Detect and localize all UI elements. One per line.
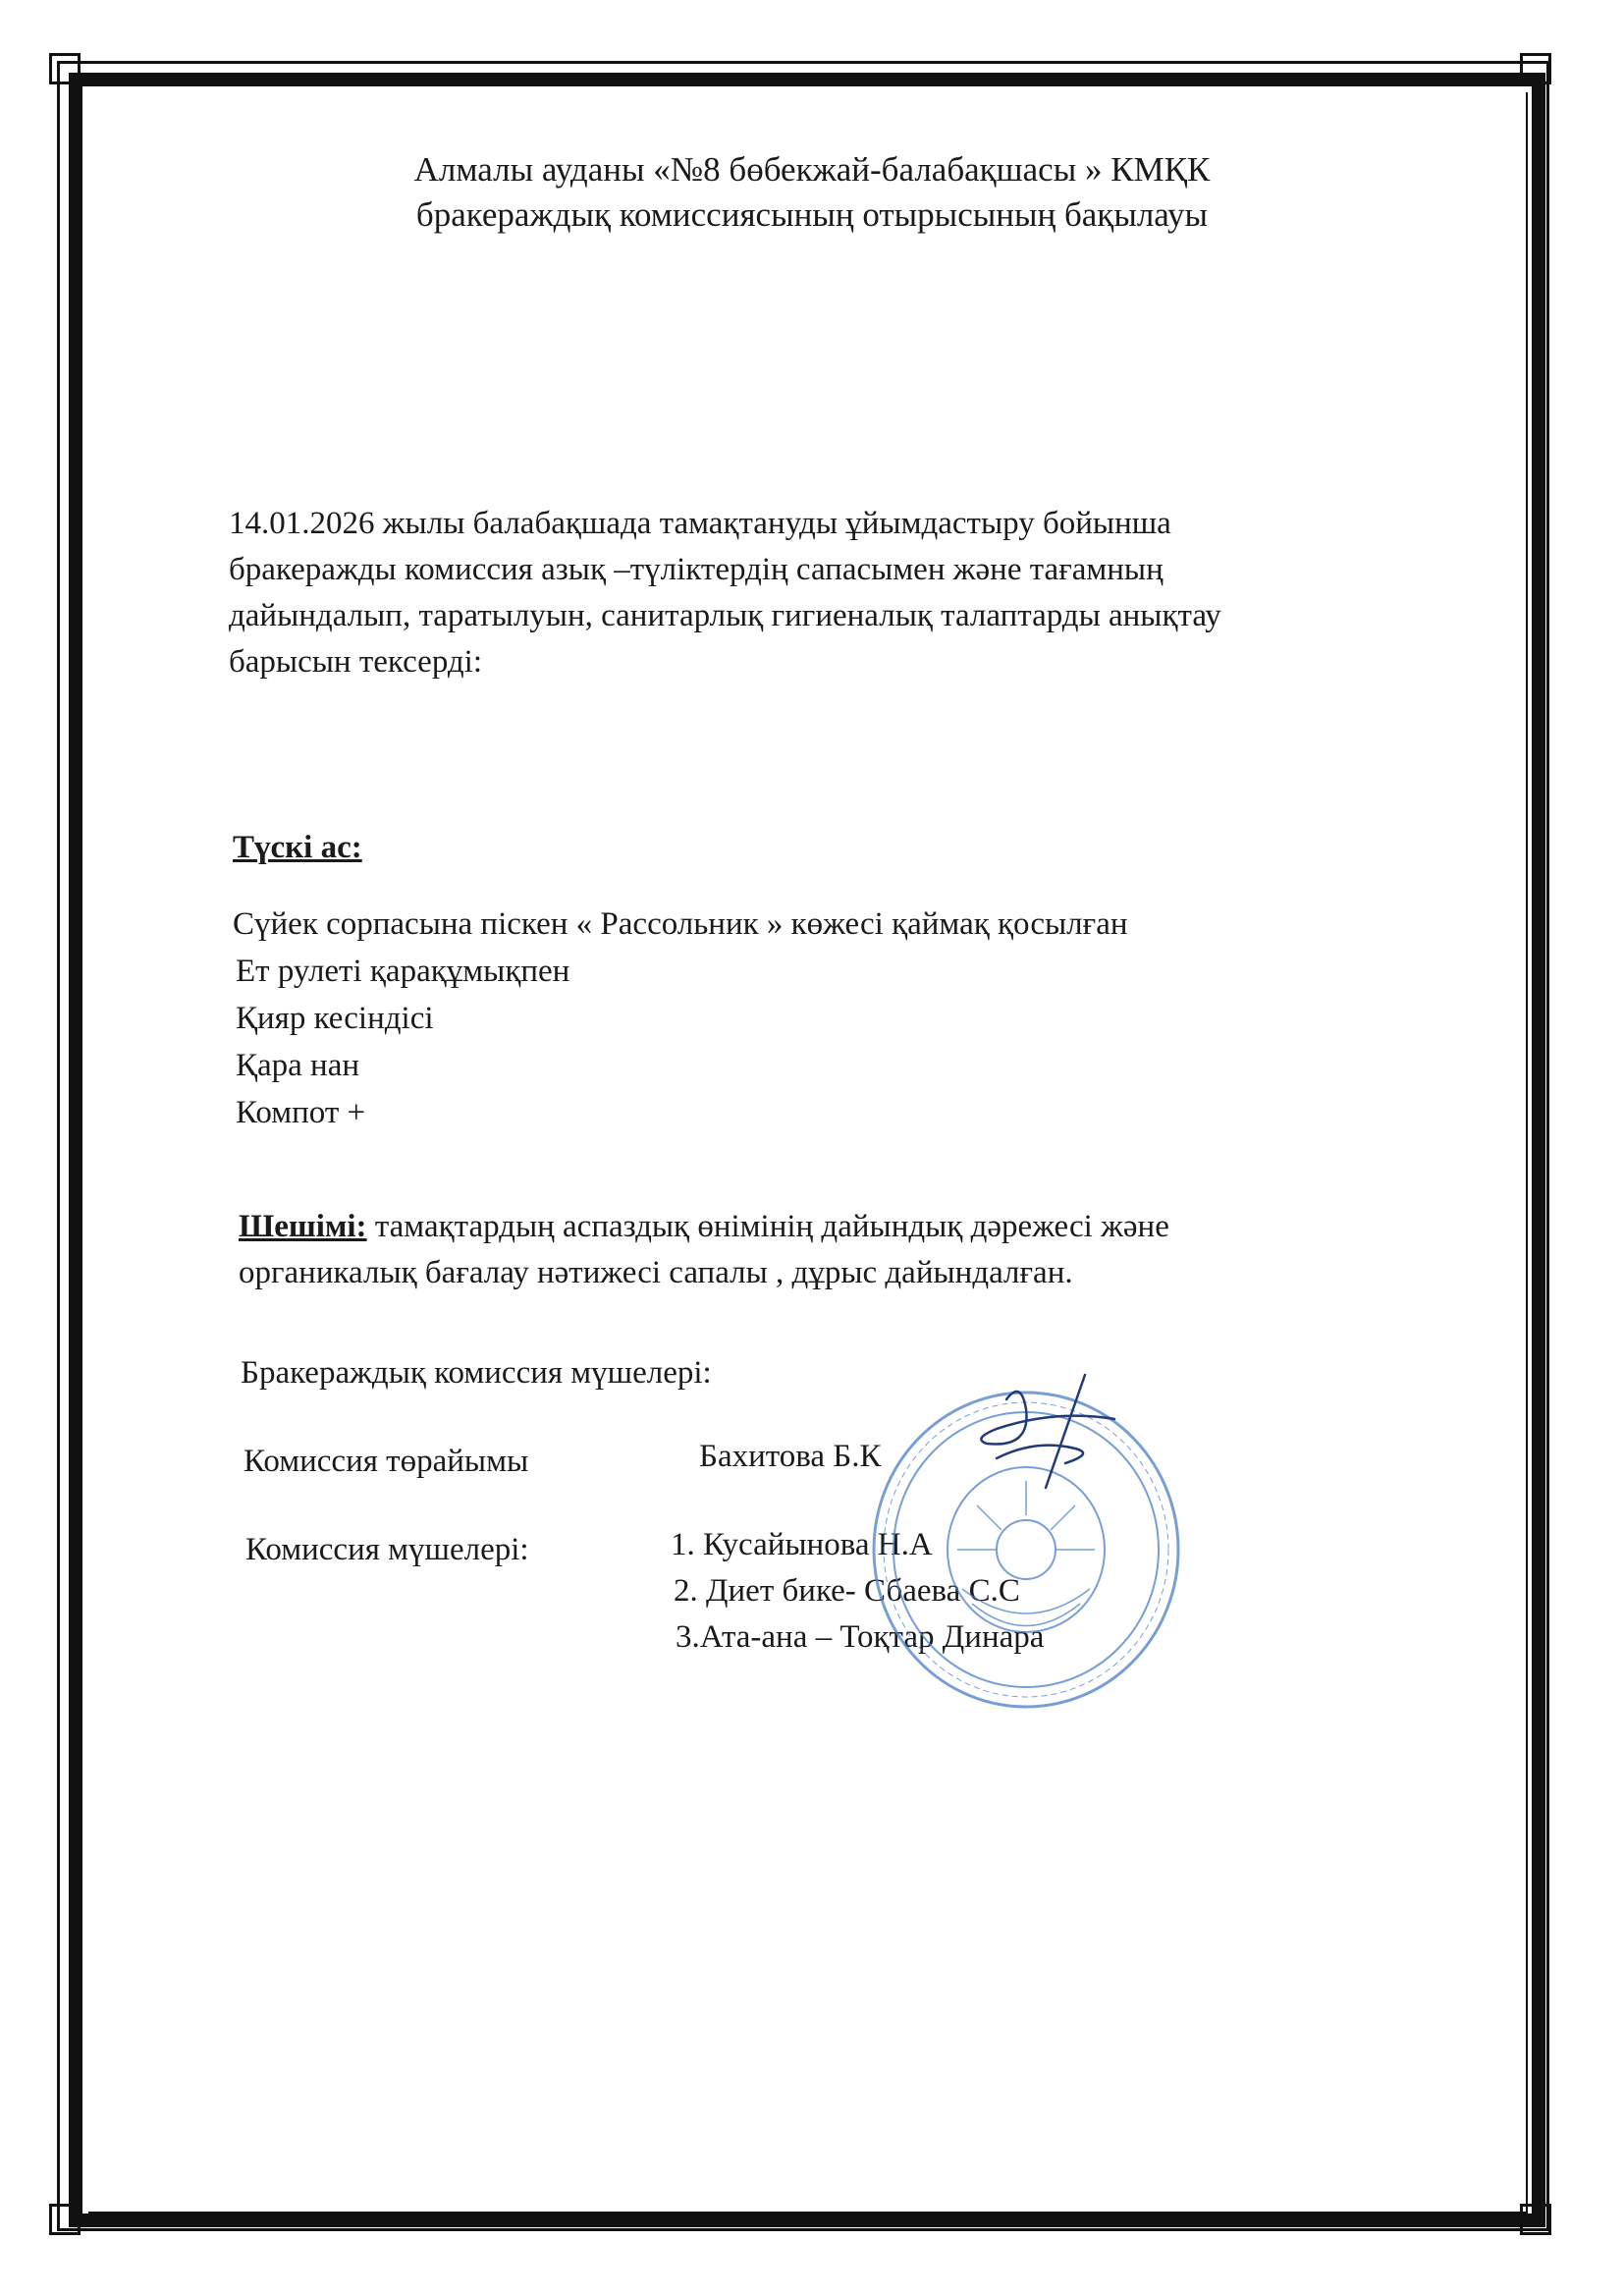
frame-corner [1520, 2204, 1551, 2235]
commission-heading: Бракераждық комиссия мүшелері: [241, 1355, 712, 1391]
frame-corner [1520, 53, 1551, 84]
menu-item: Компот + [236, 1095, 366, 1130]
menu-item: Қара нан [236, 1048, 360, 1083]
page-frame-shadow [88, 92, 1528, 2214]
decision-label: Шешімі: [239, 1209, 367, 1244]
intro-line: 14.01.2026 жылы балабақшада тамақтануды ұйымдастыру бойынша [229, 506, 1171, 541]
member-item: 2. Диет бике- Сбаева С.С [674, 1573, 1020, 1609]
header-line-2: бракераждық комиссиясының отырысының бақылауы [415, 195, 1209, 234]
intro-line: барысын тексерді: [229, 644, 483, 680]
frame-corner [49, 53, 81, 84]
decision-text: тамақтардың аспаздық өнімінің дайындық дәрежесі және [366, 1209, 1169, 1244]
intro-line: бракеражды комиссия азық –түліктердің сапасымен және тағамның [229, 552, 1164, 587]
lunch-title: Түскі ас: [233, 830, 362, 865]
header-line-1: Алмалы ауданы «№8 бөбекжай-балабақшасы » КМҚК [413, 150, 1211, 189]
chair-label: Комиссия төрайымы [244, 1444, 529, 1479]
menu-item: Ет рулеті қарақұмықпен [236, 954, 570, 989]
members-label: Комиссия мүшелері: [245, 1532, 529, 1567]
signature [967, 1370, 1134, 1498]
decision-line-1 [239, 1204, 1169, 1250]
chair-name: Бахитова Б.К [699, 1439, 882, 1474]
decision-line-2: органикалық бағалау нәтижесі сапалы , дұрыс дайындалған. [239, 1255, 1073, 1290]
menu-item: Қияр кесіндісі [236, 1001, 434, 1036]
intro-line: дайындалып, таратылуын, санитарлық гигиеналық талаптарды анықтау [229, 598, 1221, 633]
menu-item: Сүйек сорпасына піскен « Рассольник » көжесі қаймақ қосылған [233, 906, 1128, 942]
member-item: 1. Кусайынова Н.А [671, 1527, 933, 1562]
frame-corner [49, 2204, 81, 2235]
member-item: 3.Ата-ана – Тоқтар Динара [676, 1619, 1045, 1655]
